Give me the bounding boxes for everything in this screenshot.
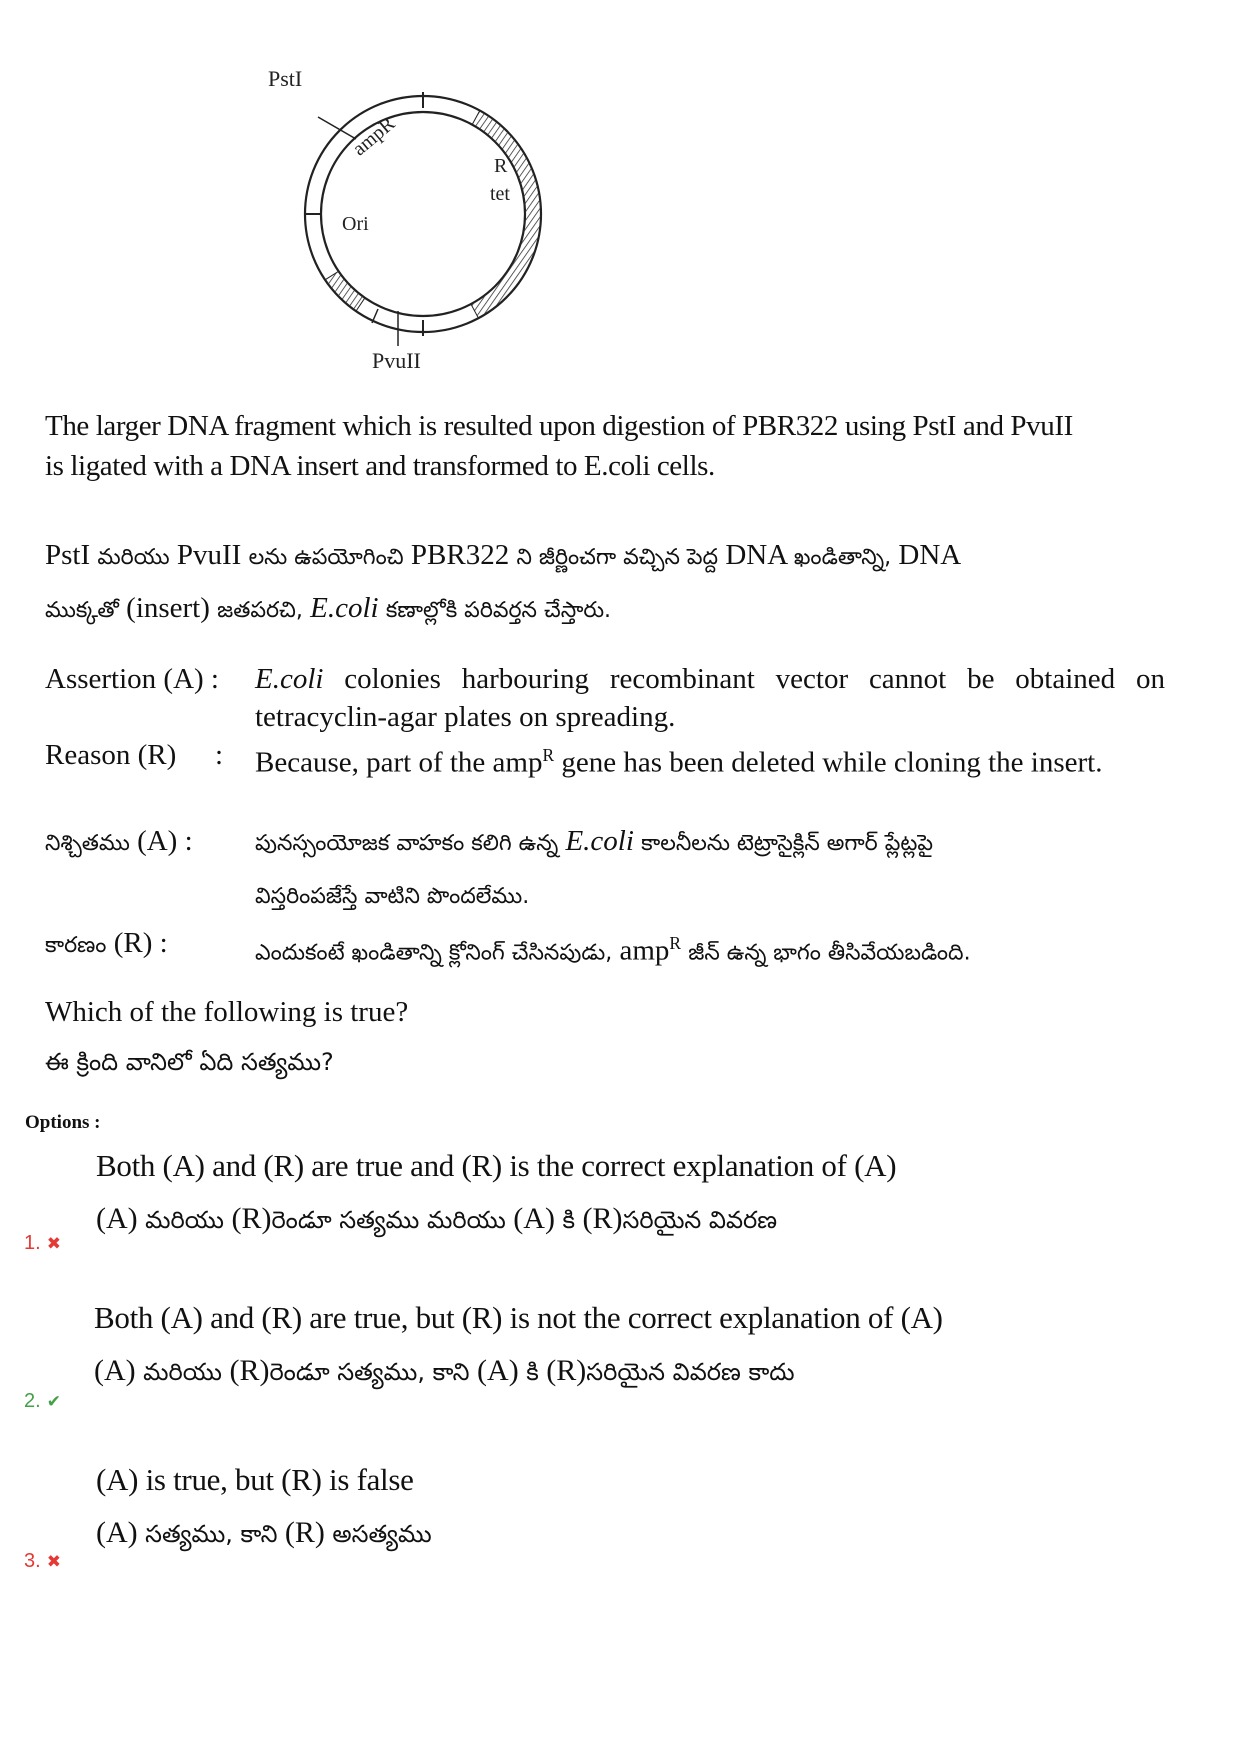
pstI-label: PstI: [268, 66, 303, 91]
r-label: R: [494, 155, 508, 177]
telugu-assertion-label: నిశ్చితము (A) :: [45, 825, 193, 857]
tet-gene-region: [471, 111, 541, 319]
telugu-reason-row: [45, 918, 1165, 968]
question-english: [45, 406, 1165, 486]
option-1-english: Both (A) and (R) are true and (R) is the correct explanation of (A): [96, 1148, 897, 1183]
telugu-assertion-text: పునస్సంయోజక వాహకం కలిగి ఉన్న E.coli కాలనీలను టెట్రాసైక్లిన్ అగార్ ప్లేట్లపై విస్తరింపజేస్తే వాటిని పొందలేము.: [255, 825, 933, 909]
question-telugu-line-1: PstI మరియు PvuII లను ఉపయోగించి PBR322 ని జీర్ణించగా వచ్చిన పెద్ద DNA ఖండితాన్ని, DNA: [45, 539, 962, 571]
question-line-1: The larger DNA fragment which is resulted upon digestion of PBR322 using PstI and PvuII: [45, 410, 1073, 442]
prompt-english: Which of the following is true?: [45, 996, 409, 1028]
reason-row: Reason (R) : Because, part of the amp$^R$ gene has been deleted while cloning the insert.: [45, 736, 1165, 776]
option-3-number: 3. ✖: [24, 1550, 61, 1572]
option-1-number: 1. ✖: [24, 1232, 61, 1254]
telugu-assertion-row: [45, 816, 1165, 916]
assertion-row: [45, 660, 1165, 740]
telugu-reason-label: కారణం (R) :: [45, 927, 168, 959]
tet-label: tet: [490, 183, 510, 205]
pbr322-plasmid-diagram: [268, 62, 588, 382]
ori-label: Ori: [342, 213, 369, 235]
ori-region: [325, 271, 365, 311]
telugu-reason-text: ఎందుకంటే ఖండితాన్ని క్లోనింగ్ చేసినపుడు, amp$^R$ జీన్ ఉన్న భాగం తీసివేయబడింది.: [255, 933, 971, 967]
option-2-telugu: (A) మరియు (R)రెండూ సత్యము, కాని (A) కి (R)సరియైన వివరణ కాదు: [94, 1354, 795, 1387]
reason-label: Reason (R): [45, 739, 177, 771]
pvuII-label: PvuII: [372, 348, 421, 373]
question-telugu: [45, 530, 1175, 636]
option-2-english: Both (A) and (R) are true, but (R) is not the correct explanation of (A): [94, 1300, 943, 1335]
option-3-telugu: (A) సత్యము, కాని (R) అసత్యము: [96, 1516, 432, 1549]
ampR-label: ampR: [348, 112, 400, 161]
prompt-telugu: ఈ క్రింది వానిలో ఏది సత్యము?: [45, 1048, 334, 1076]
option-3-english: (A) is true, but (R) is false: [96, 1462, 414, 1497]
options-label: Options :: [25, 1112, 101, 1133]
question-line-2: is ligated with a DNA insert and transformed to E.coli cells.: [45, 450, 715, 482]
cross-icon: ✖: [46, 1234, 61, 1254]
assertion-label: Assertion (A) :: [45, 663, 219, 695]
option-2-number: 2. ✔: [24, 1390, 61, 1412]
option-1-telugu: (A) మరియు (R)రెండూ సత్యము మరియు (A) కి (R)సరియైన వివరణ: [96, 1202, 778, 1235]
question-telugu-line-2: ముక్కతో (insert) జతపరచి, E.coli కణాల్లోకి పరివర్తన చేస్తారు.: [45, 592, 612, 624]
check-icon: ✔: [46, 1392, 61, 1412]
cross-icon: ✖: [46, 1552, 61, 1572]
reason-text: Because, part of the amp$^R$ gene has been deleted while cloning the insert.: [255, 745, 1103, 779]
assertion-text: E.coli colonies harbouring recombinant vector cannot be obtained on tetracyclin-agar plates on spreading.: [255, 663, 1165, 733]
